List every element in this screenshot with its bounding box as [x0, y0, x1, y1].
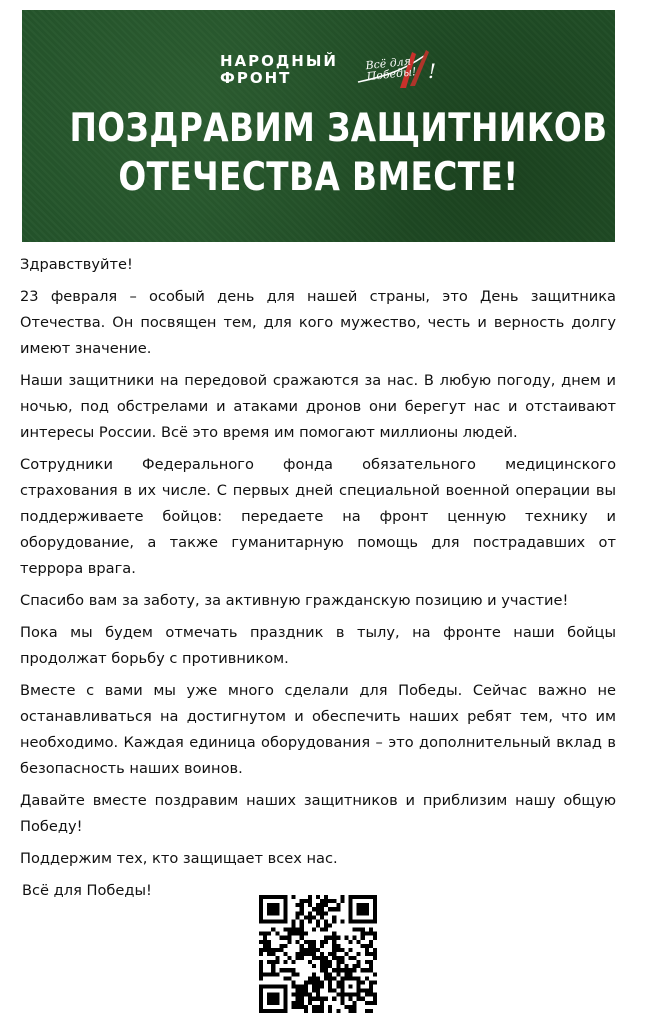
paragraph-5: Пока мы будем отмечать праздник в тылу, на фронте наши бойцы продолжат борьбу с противником.	[20, 624, 616, 667]
slogan-text: Всё для Победы!	[364, 54, 417, 84]
paragraph-7: Давайте вместе поздравим наших защитников и приблизим нашу общую Победу!	[20, 792, 616, 835]
svg-text:!: !	[427, 59, 436, 83]
letter-body	[20, 252, 616, 910]
qr-code-graphic	[259, 895, 377, 1013]
banner-title	[69, 104, 608, 202]
paragraph-2: Наши защитники на передовой сражаются за нас. В любую погоду, днем и ночью, под обстрелами и атаками дронов они берегут нас и отстаивают интересы России. Всё это время им помогают миллионы людей.	[20, 372, 616, 441]
paragraph-8: Поддержим тех, кто защищает всех нас.	[20, 850, 338, 867]
paragraph-4: Спасибо вам за заботу, за активную гражданскую позицию и участие!	[20, 592, 569, 609]
qr-code-icon[interactable]	[259, 895, 377, 1013]
closing: Всё для Победы!	[22, 882, 152, 899]
logo-row	[220, 48, 442, 92]
paragraph-6: Вместе с вами мы уже много сделали для Победы. Сейчас важно не останавливаться на достигнутом и обеспечить наших ребят тем, что им необходимо. Каждая единица оборудования – это дополнительный вклад в безопасность наших воинов.	[20, 682, 616, 777]
greeting: Здравствуйте!	[20, 256, 133, 273]
banner-title-line-2: ОТЕЧЕСТВА ВМЕСТЕ!	[118, 155, 519, 200]
header-banner	[22, 10, 615, 242]
vse-dlya-pobedy-logo	[354, 48, 442, 92]
narodny-front-logo	[220, 53, 338, 87]
paragraph-3: Сотрудники Федерального фонда обязательного медицинского страхования в их числе. С первых дней специальной военной операции вы поддерживаете бойцов: передаете на фронт ценную технику и оборудование, а также гуманитарную помощь для пострадавших от террора врага.	[20, 456, 616, 577]
logo-line-2: ФРОНТ	[220, 69, 292, 87]
logo-line-1: НАРОДНЫЙ	[220, 52, 338, 70]
paragraph-1: 23 февраля – особый день для нашей страны, это День защитника Отечества. Он посвящен тем, для кого мужество, честь и верность долгу имеют значение.	[20, 288, 616, 357]
banner-title-line-1: ПОЗДРАВИМ ЗАЩИТНИКОВ	[69, 106, 608, 151]
